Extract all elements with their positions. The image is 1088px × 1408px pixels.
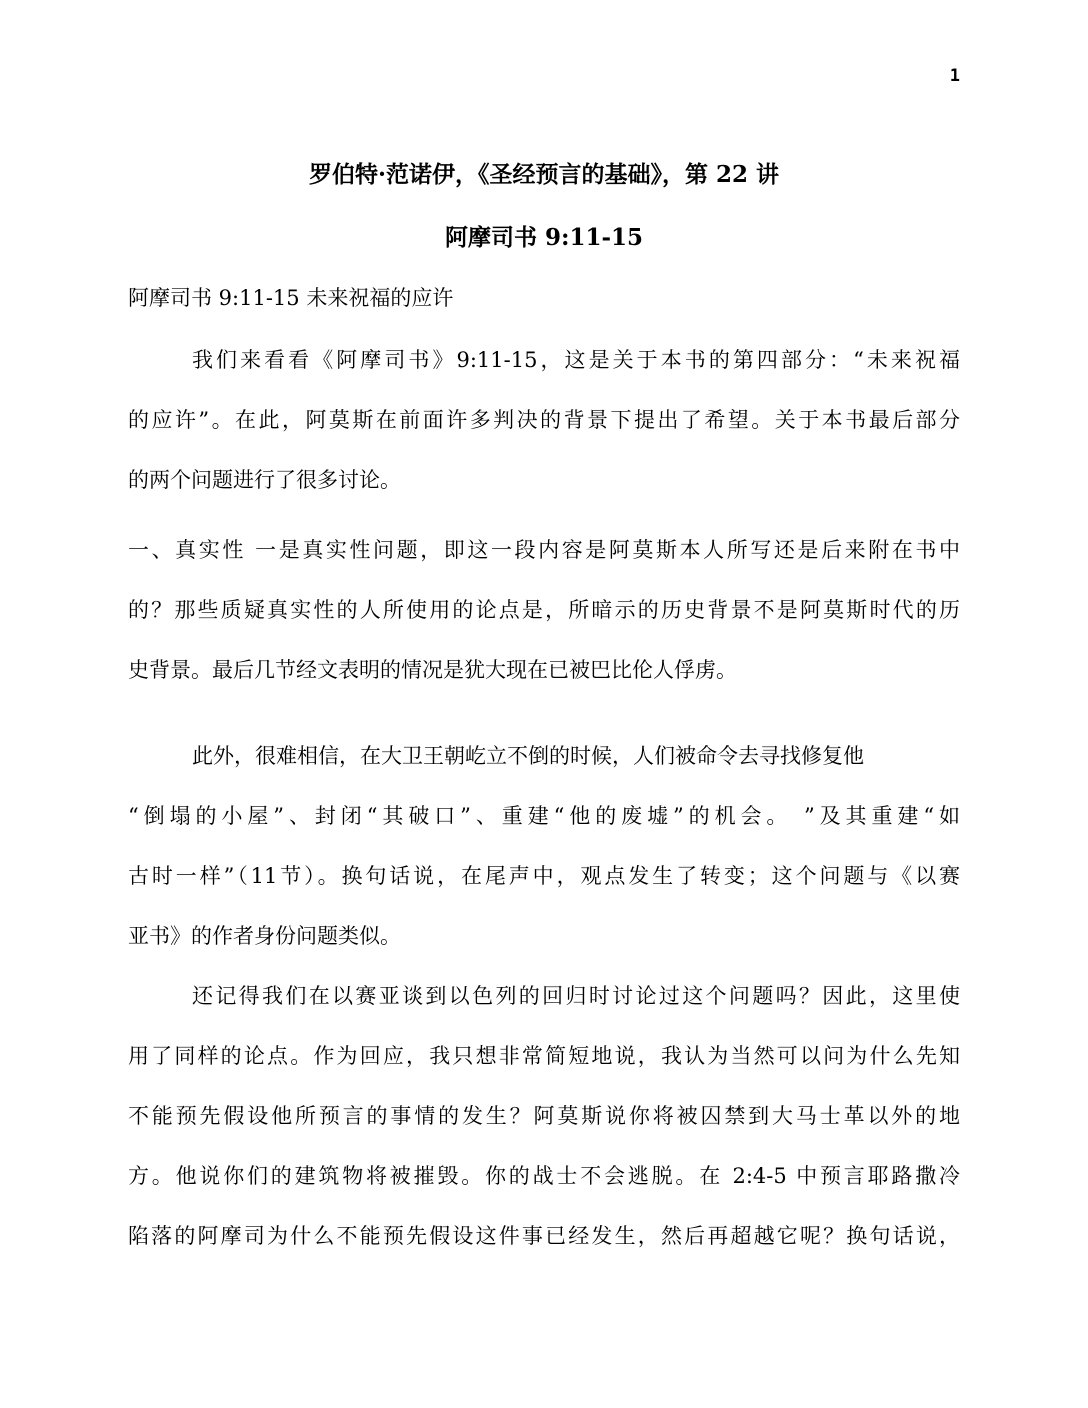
page-number: 1 — [949, 66, 960, 86]
paragraph-line: 陷落的阿摩司为什么不能预先假设这件事已经发生，然后再超越它呢？换句话说， — [128, 1224, 960, 1248]
paragraph-line: 不能预先假设他所预言的事情的发生？阿莫斯说你将被囚禁到大马士革以外的地 — [128, 1104, 960, 1128]
paragraph-line: 用了同样的论点。作为回应，我只想非常简短地说，我认为当然可以问为什么先知 — [128, 1044, 960, 1068]
paragraph-response — [128, 966, 960, 1266]
paragraph-line: 的两个问题进行了很多讨论。 — [128, 468, 401, 492]
paragraph-intro — [128, 330, 960, 510]
paragraph-line: 的应许”。在此，阿莫斯在前面许多判决的背景下提出了希望。关于本书最后部分 — [128, 408, 960, 432]
lecture-title: 罗伯特·范诺伊，《圣经预言的基础》，第 22 讲 — [308, 161, 780, 188]
paragraph-line: 此外，很难相信，在大卫王朝屹立不倒的时候，人们被命令去寻找修复他 — [192, 744, 864, 768]
paragraph-line: 还记得我们在以赛亚谈到以色列的回归时讨论过这个问题吗？因此，这里使 — [192, 984, 960, 1008]
paragraph-line: 一、真实性 一是真实性问题，即这一段内容是阿莫斯本人所写还是后来附在书中 — [128, 538, 960, 562]
paragraph-authenticity — [128, 520, 960, 700]
paragraph-line: 古时一样”（11节）。换句话说，在尾声中，观点发生了转变；这个问题与《以赛 — [128, 864, 960, 888]
paragraph-davidic-dynasty — [128, 726, 960, 966]
paragraph-line: 亚书》的作者身份问题类似。 — [128, 924, 401, 948]
passage-title: 阿摩司书 9:11-15 — [444, 224, 644, 251]
section-heading: 阿摩司书 9:11-15 未来祝福的应许 — [128, 286, 454, 310]
paragraph-line: 的？那些质疑真实性的人所使用的论点是，所暗示的历史背景不是阿莫斯时代的历 — [128, 598, 960, 622]
paragraph-line: 方。他说你们的建筑物将被摧毁。你的战士不会逃脱。在 2:4-5 中预言耶路撒冷 — [128, 1164, 960, 1188]
paragraph-line: “倒塌的小屋”、封闭“其破口”、重建“他的废墟”的机会。 ”及其重建“如 — [128, 804, 960, 828]
paragraph-line: 史背景。最后几节经文表明的情况是犹大现在已被巴比伦人俘虏。 — [128, 658, 737, 682]
paragraph-line: 我们来看看《阿摩司书》9:11-15，这是关于本书的第四部分：“未来祝福 — [192, 348, 960, 372]
